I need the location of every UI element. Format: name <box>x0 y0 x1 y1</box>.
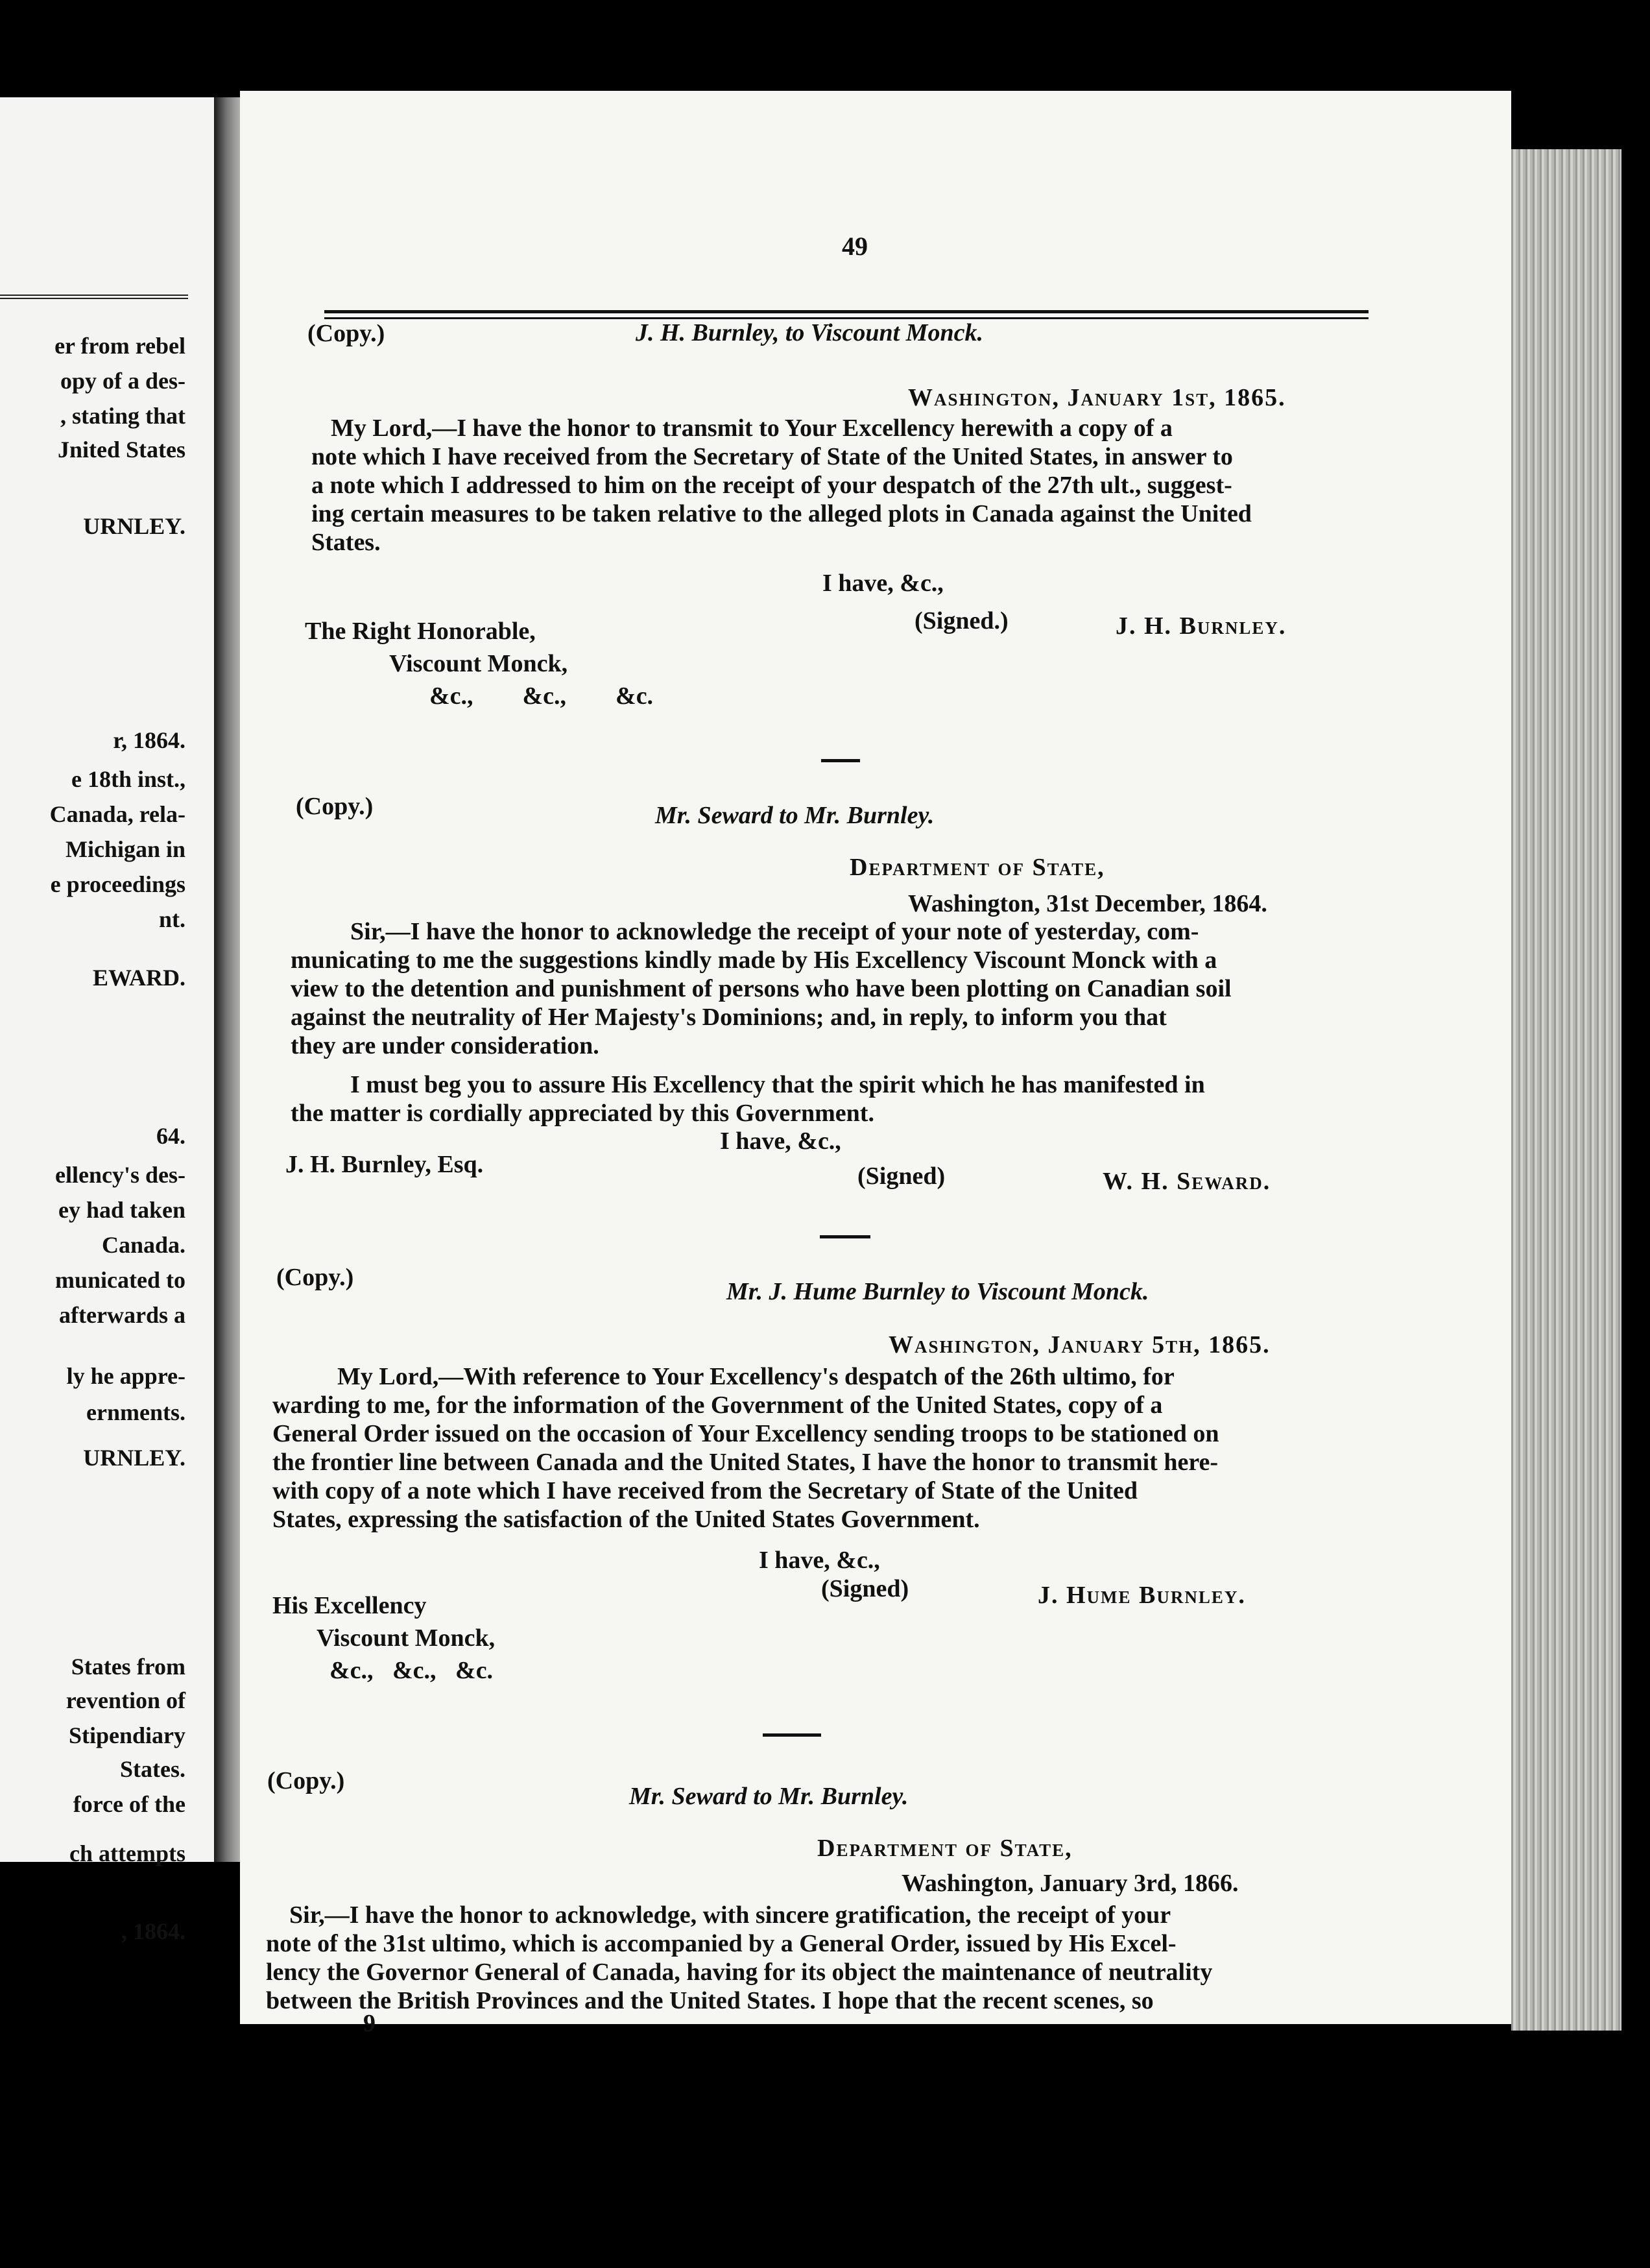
letter-heading: Mr. Seward to Mr. Burnley. <box>629 1783 909 1810</box>
left-page-line: nt. <box>158 906 185 932</box>
letter-heading: Mr. Seward to Mr. Burnley. <box>655 802 935 829</box>
left-page-line: States. <box>120 1756 185 1782</box>
header-rule <box>324 310 1369 319</box>
copy-label: (Copy.) <box>276 1264 354 1291</box>
addressee: J. H. Burnley, Esq. <box>285 1151 484 1178</box>
left-page-line: ey had taken <box>58 1197 185 1223</box>
closing: I have, &c., <box>822 570 944 597</box>
signature: J. H. Burnley. <box>1116 612 1287 640</box>
copy-label: (Copy.) <box>296 793 374 820</box>
signed-label: (Signed.) <box>915 607 1009 634</box>
left-page-line: ch attempts <box>69 1840 185 1866</box>
signature: J. Hume Burnley. <box>1038 1582 1246 1609</box>
addressee-line: The Right Honorable, <box>305 618 536 645</box>
left-page-line: revention of <box>66 1687 185 1713</box>
letter-heading: J. H. Burnley, to Viscount Monck. <box>636 319 983 346</box>
left-page-line: URNLEY. <box>83 513 185 539</box>
left-page-line: Stipendiary <box>68 1722 185 1748</box>
left-page-line: Michigan in <box>65 836 185 862</box>
department: Department of State, <box>817 1835 1073 1862</box>
place-date: Washington, January 1st, 1865. <box>908 384 1286 411</box>
left-page-line: Jnited States <box>58 437 185 463</box>
department: Department of State, <box>850 854 1105 881</box>
left-page-line: ly he appre- <box>66 1363 185 1389</box>
left-page-line: force of the <box>73 1791 185 1817</box>
addressee-line: Viscount Monck, <box>389 650 568 677</box>
left-page-line: e 18th inst., <box>71 766 185 792</box>
place-date: Washington, January 3rd, 1866. <box>902 1870 1239 1897</box>
left-page-line: opy of a des- <box>60 368 185 394</box>
left-page-line: r, 1864. <box>113 727 185 753</box>
copy-label: (Copy.) <box>307 320 385 347</box>
letter-heading: Mr. J. Hume Burnley to Viscount Monck. <box>726 1278 1149 1305</box>
place-date: Washington, January 5th, 1865. <box>889 1331 1271 1358</box>
left-page-line: afterwards a <box>59 1302 185 1328</box>
addressee-line: &c., &c., &c. <box>429 682 654 710</box>
letter-body-2: I must beg you to assure His Excellency that the spirit which he has manifested in the matter is cordially appreciated by this Government. <box>291 1071 1205 1127</box>
left-page-line: e proceedings <box>50 871 185 897</box>
left-page-line: municated to <box>55 1267 185 1293</box>
left-page-line: , 1864. <box>121 1918 185 1944</box>
section-divider <box>821 759 860 762</box>
left-page-fragment <box>0 97 221 1944</box>
left-page-line: Canada, rela- <box>49 801 185 827</box>
left-page-line: er from rebel <box>54 333 185 359</box>
closing: I have, &c., <box>720 1128 841 1155</box>
left-page-line: ernments. <box>86 1399 185 1425</box>
left-page-line: EWARD. <box>92 965 185 991</box>
copy-label: (Copy.) <box>267 1767 345 1794</box>
left-page-line: URNLEY. <box>83 1445 185 1471</box>
signature-mark: 9 <box>363 2010 376 2037</box>
letter-body: My Lord,—With reference to Your Excellency's despatch of the 26th ultimo, for warding to me, for the information of the Government of the United States, copy of a General Order issued on the occasion of Your Excellency sending troops to be stationed on the frontier line between Canada and the United States, I have the honor to transmit here- with copy of a note which I have received from the Secretary of State of the United States, expressing the satisfaction of the United States Government. <box>272 1363 1219 1533</box>
left-page-line: 64. <box>156 1123 185 1149</box>
left-page-line: Canada. <box>101 1232 185 1258</box>
letter-body: Sir,—I have the honor to acknowledge the receipt of your note of yesterday, com- municating to me the suggestions kindly made by His Excellency Viscount Monck with a view to the detention and punishment of persons who have been plotting on Canadian soil against the neutrality of Her Majesty's Dominions; and, in reply, to inform you that they are under consideration. <box>291 918 1232 1059</box>
left-page-line: States from <box>71 1654 185 1680</box>
letter-body: Sir,—I have the honor to acknowledge, with sincere gratification, the receipt of your note of the 31st ultimo, which is accompanied by a General Order, issued by His Excel- lency the Governor General of Canada, having for its object the maintenance of neutrality between the British Provinces and the United States. I hope that the recent scenes, so <box>266 1901 1213 2014</box>
section-divider <box>820 1235 870 1238</box>
section-divider <box>763 1733 821 1737</box>
page-number: 49 <box>842 232 868 261</box>
addressee-line: His Excellency <box>272 1592 427 1619</box>
left-page-line: , stating that <box>60 403 185 429</box>
letter-body: My Lord,—I have the honor to transmit to Your Excellency herewith a copy of a note which I have received from the Secretary of State of the United States, in answer to a note which I addressed to him on the receipt of your despatch of the 27th ult., suggest- ing certain measures to be taken relative to the alleged plots in Canada against the United States. <box>311 415 1252 556</box>
addressee-line: &c., &c., &c. <box>329 1657 494 1684</box>
left-page-line: ellency's des- <box>55 1162 185 1188</box>
signature: W. H. Seward. <box>1103 1168 1271 1195</box>
addressee-line: Viscount Monck, <box>317 1624 496 1652</box>
signed-label: (Signed) <box>821 1575 909 1602</box>
left-page-rule <box>0 295 188 299</box>
page-edge <box>1511 149 1621 2031</box>
closing: I have, &c., <box>759 1547 880 1574</box>
place-date: Washington, 31st December, 1864. <box>908 890 1267 917</box>
signed-label: (Signed) <box>857 1163 946 1190</box>
